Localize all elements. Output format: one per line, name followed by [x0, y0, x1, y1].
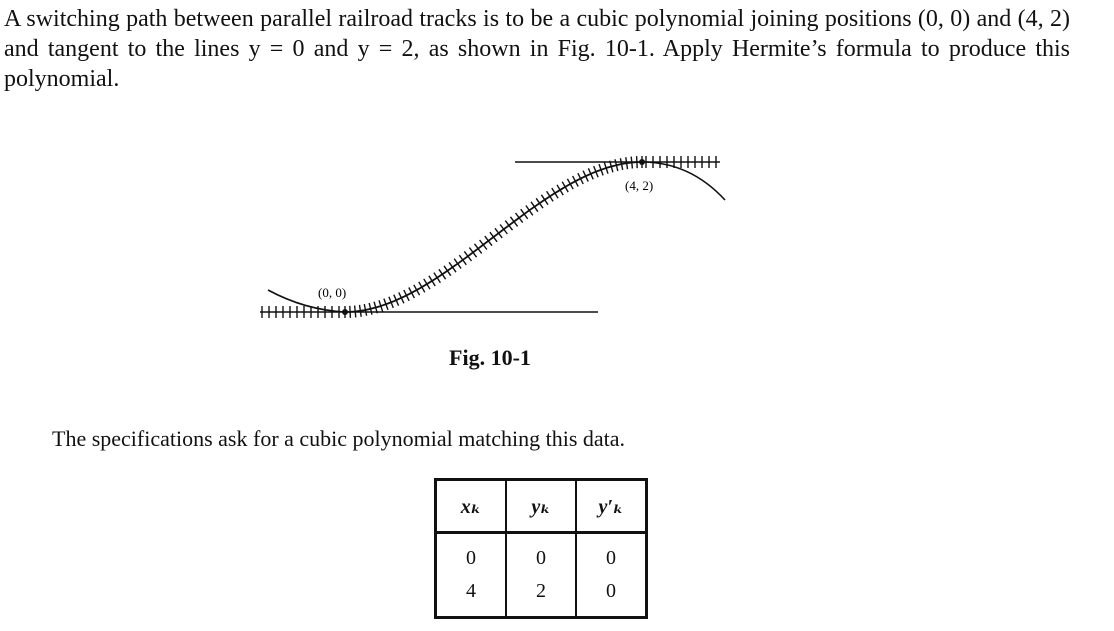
railroad-tie [464, 251, 471, 261]
data-table [434, 478, 648, 619]
railroad-tie [485, 236, 492, 246]
cell-y: 2 [506, 575, 576, 618]
railroad-tie [500, 225, 507, 235]
table-row [436, 533, 647, 576]
railroad-tie [414, 285, 420, 295]
railroad-tie [459, 255, 466, 265]
point-end-marker [639, 159, 645, 165]
spec-text: The specifications ask for a cubic polynomial matching this data. [52, 426, 626, 451]
problem-statement: A switching path between parallel railroad tracks is to be a cubic polynomial joining positions (0, 0) and (4, 2) and tangent to the lines y = 0 and y = 2, as shown in Fig. 10-1. Apply Hermite’s formula to produce this polynomial. [4, 6, 1070, 92]
railroad-tie [429, 276, 435, 286]
railroad-tie [350, 306, 351, 318]
railroad-tie [637, 156, 638, 168]
railroad-tie [495, 228, 502, 238]
railroad-tie [552, 188, 558, 198]
railroad-tie [541, 195, 548, 205]
railroad-tie [424, 279, 430, 289]
railroad-tie [547, 191, 554, 201]
railroad-tie [562, 182, 568, 192]
cell-x: 0 [466, 547, 476, 569]
railroad-tie [510, 217, 517, 227]
header-xk: xₖ [436, 480, 507, 533]
railroad-tie [631, 157, 632, 169]
railroad-tie [469, 248, 476, 258]
railroad-tie [505, 221, 512, 231]
railroad-tie [531, 202, 538, 212]
table-row [436, 575, 647, 618]
cell-x: 4 [466, 580, 476, 602]
point-start-marker [342, 309, 348, 315]
label-start-point: (0, 0) [318, 285, 347, 300]
railroad-tie [490, 232, 497, 242]
upper-right-curve [642, 162, 725, 200]
label-end-point: (4, 2) [625, 178, 654, 193]
header-yk: yₖ [506, 480, 576, 533]
railroad-tie [567, 179, 573, 189]
railroad-tie [449, 262, 456, 272]
railroad-tie [444, 266, 451, 276]
railroad-tie [475, 244, 482, 254]
railroad-tie [626, 157, 628, 169]
railroad-switch-diagram [250, 145, 740, 330]
railroad-tie [557, 185, 563, 195]
railroad-tie [516, 213, 523, 223]
railroad-tie [434, 273, 441, 283]
figure-caption: Fig. 10-1 [449, 345, 531, 370]
railroad-tie [439, 269, 446, 279]
cell-yprime: 0 [576, 575, 647, 618]
railroad-tie [526, 206, 533, 216]
railroad-tie [355, 306, 356, 318]
table-header-row [436, 480, 647, 533]
cell-yprime: 0 [576, 533, 647, 576]
railroad-tie [536, 198, 543, 208]
railroad-tie [419, 282, 425, 292]
railroad-tie [521, 209, 528, 219]
railroad-tie [480, 240, 487, 250]
railroad-tie [454, 259, 461, 269]
cell-y: 0 [506, 533, 576, 576]
railroad-tie [360, 305, 362, 317]
figure-railroad-switch [250, 145, 740, 330]
header-yk-prime: y′ₖ [576, 480, 647, 533]
